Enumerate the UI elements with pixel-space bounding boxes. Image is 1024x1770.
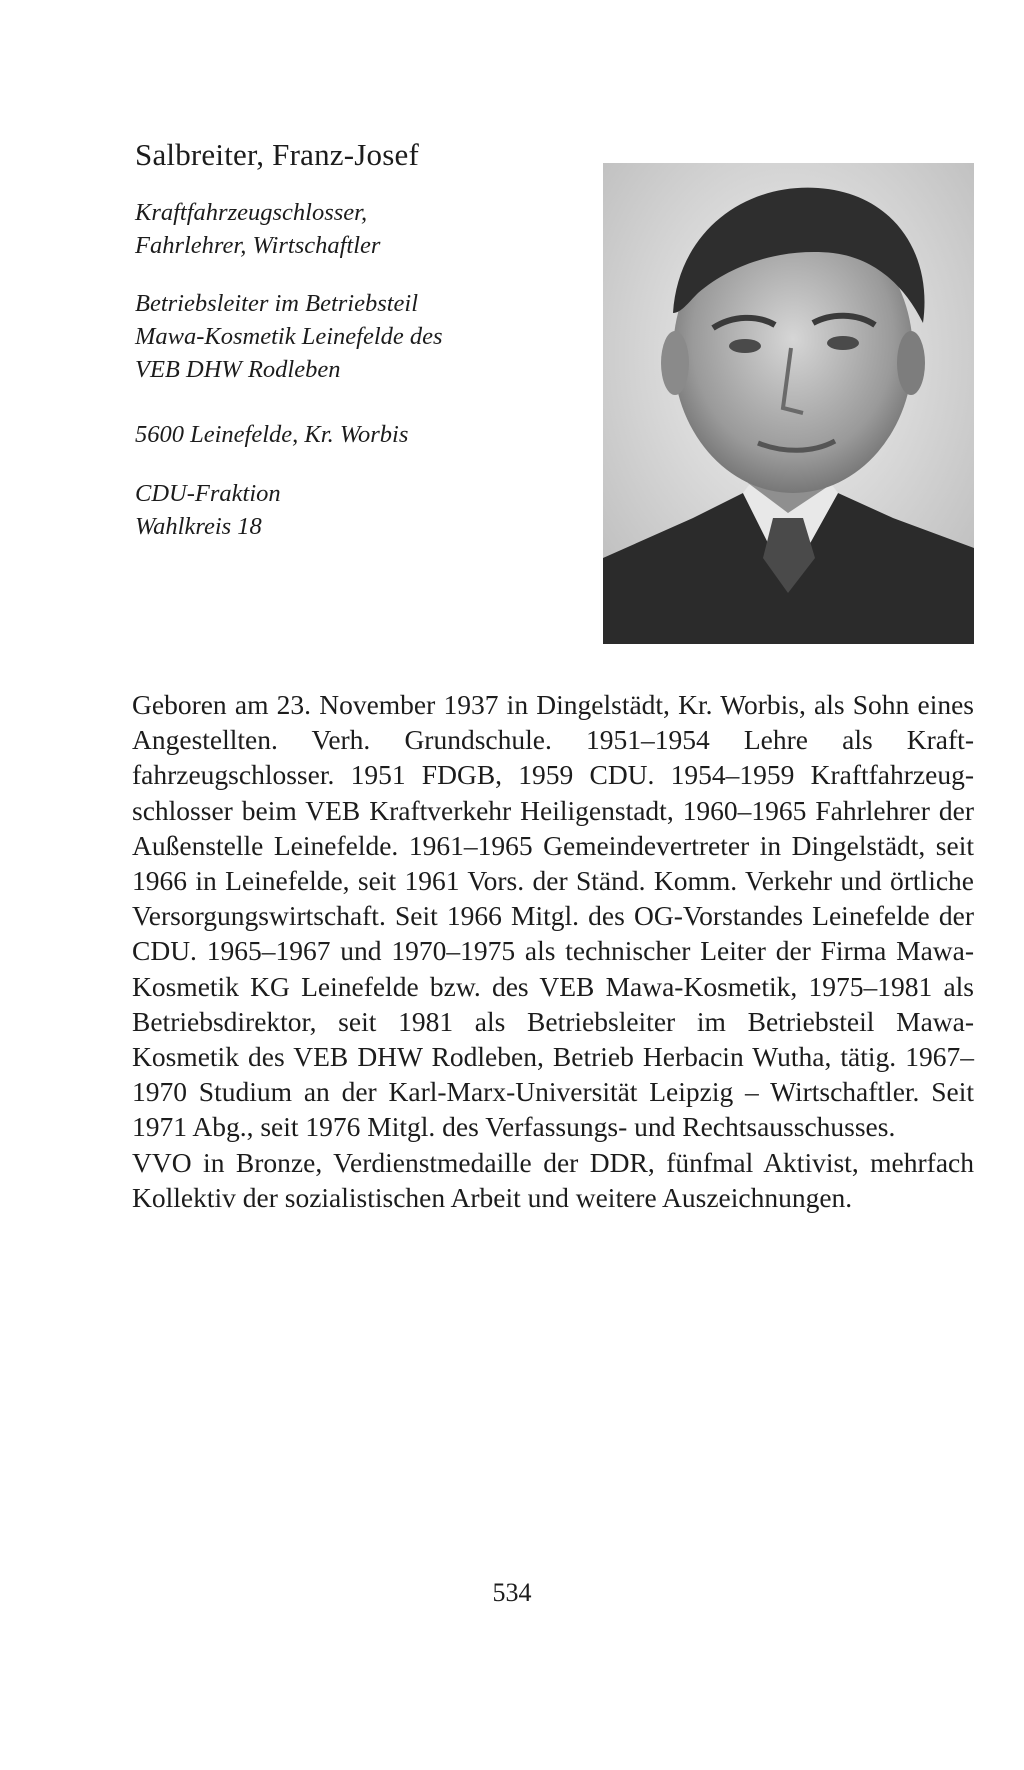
- biography-paragraph: Geboren am 23. November 1937 in Dingelstädt, Kr. Worbis, als Sohn eines Angestellten. Verh. Grundschule. 1951–1954 Lehre als Kraftfahrzeugschlosser. 1951 FDGB, 1959 CDU. 1954–1959 Kraftfahrzeugschlosser beim VEB Kraftverkehr Heiligenstadt, 1960–1965 Fahrlehrer der Außenstelle Leinefelde. 1961–1965 Gemeindevertreter in Dingelstädt, seit 1966 in Leinefelde, seit 1961 Vors. der Ständ. Komm. Verkehr und örtliche Versorgungswirtschaft. Seit 1966 Mitgl. des OG-Vorstandes Leinefelde der CDU. 1965–1967 und 1970–1975 als technischer Leiter der Firma Mawa-Kosmetik KG Leinefelde bzw. des VEB Mawa-Kosmetik, 1975–1981 als Betriebsdirektor, seit 1981 als Betriebsleiter im Betriebsteil Mawa-Kosmetik des VEB DHW Rodleben, Betrieb Herbacin Wutha, tätig. 1967–1970 Studium an der Karl-Marx-Universität Leipzig – Wirtschaftler. Seit 1971 Abg., seit 1976 Mitgl. des Verfassungs- und Rechtsausschusses.: [132, 689, 974, 1143]
- faction-info: [135, 477, 281, 543]
- position-line: Mawa-Kosmetik Leinefelde des: [135, 323, 443, 350]
- position-line: VEB DHW Rodleben: [135, 356, 341, 383]
- entry-name: Salbreiter, Franz-Josef: [135, 137, 419, 172]
- fraction: CDU-Fraktion: [135, 480, 281, 507]
- profession-line: Kraftfahrzeugschlosser,: [135, 199, 368, 226]
- profession-line: Fahrlehrer, Wirtschaftler: [135, 232, 381, 259]
- constituency: Wahlkreis 18: [135, 513, 262, 540]
- page-number: 534: [492, 1578, 532, 1607]
- profession: [135, 196, 380, 262]
- position-line: Betriebsleiter im Betriebsteil: [135, 290, 419, 317]
- portrait-photo: [603, 163, 974, 644]
- biography-paragraph: VVO in Bronze, Verdienstmedaille der DDR, fünfmal Aktivist, mehrfach Kollektiv der sozialistischen Arbeit und weitere Auszeichnungen.: [132, 1146, 974, 1213]
- position: [135, 287, 443, 386]
- portrait-illustration: [603, 163, 974, 644]
- biography: [132, 687, 974, 1215]
- address: 5600 Leinefelde, Kr. Worbis: [135, 421, 409, 448]
